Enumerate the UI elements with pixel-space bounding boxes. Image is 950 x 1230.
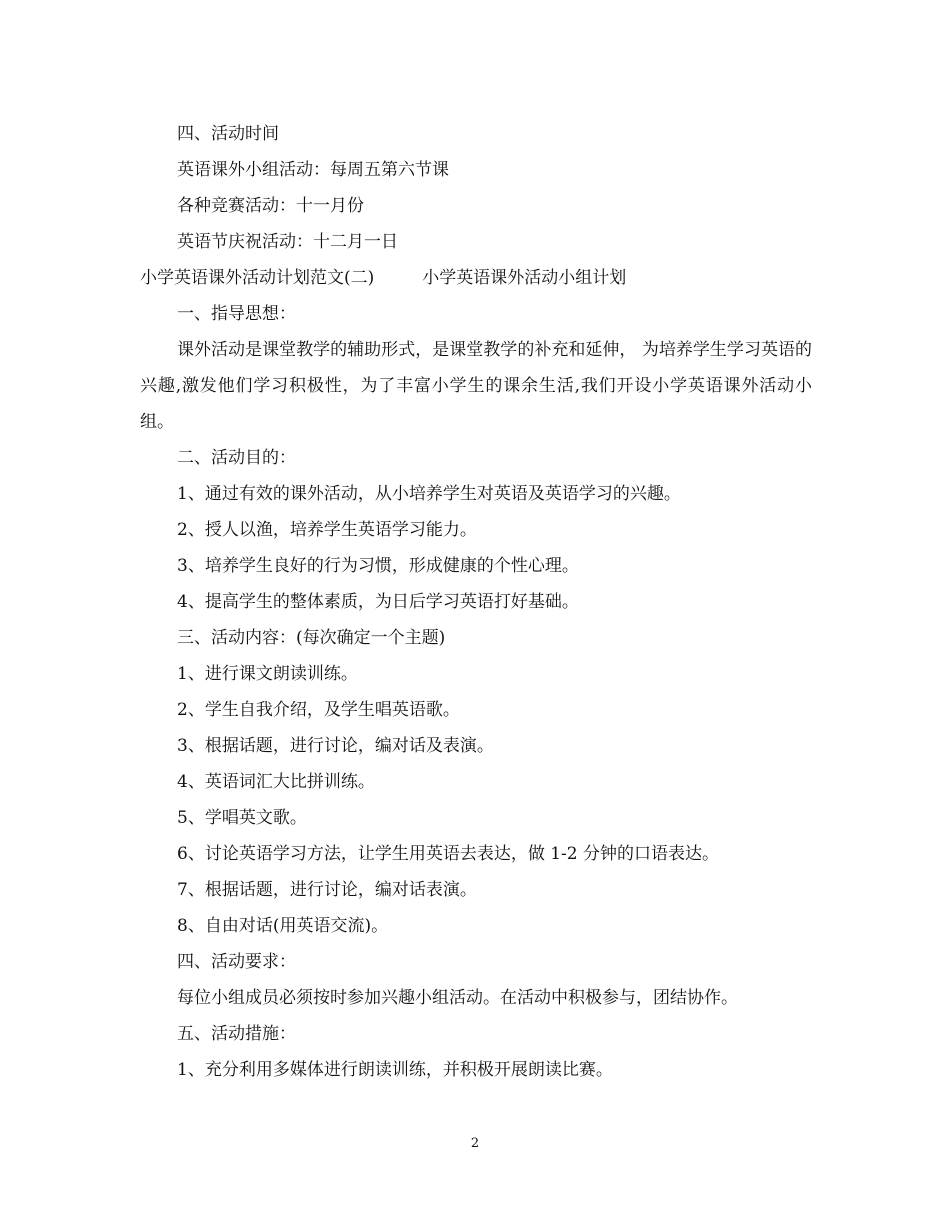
- document-title: [140, 260, 812, 296]
- list-item: 5、学唱英文歌。: [177, 808, 307, 828]
- section-heading: 五、活动措施：: [177, 1024, 296, 1044]
- list-item: 4、提高学生的整体素质，为日后学习英语打好基础。: [177, 592, 579, 612]
- section-heading: 二、活动目的：: [177, 448, 296, 468]
- list-item: 4、英语词汇大比拼训练。: [177, 772, 375, 792]
- schedule-line: 英语节庆祝活动：十二月一日: [177, 232, 398, 252]
- list-item: 2、学生自我介绍，及学生唱英语歌。: [177, 700, 460, 720]
- list-item: 8、自由对话(用英语交流)。: [177, 916, 389, 936]
- page-number: 2: [470, 1136, 480, 1151]
- section-heading: 三、活动内容：(每次确定一个主题): [177, 628, 446, 648]
- list-item: 7、根据话题，进行讨论，编对话表演。: [177, 880, 477, 900]
- title-sub: 小学英语课外活动小组计划: [422, 268, 627, 288]
- section-heading: 四、活动要求：: [177, 952, 296, 972]
- document-body: [140, 116, 812, 1088]
- body-line: 每位小组成员必须按时参加兴趣小组活动。在活动中积极参与，团结协作。: [177, 988, 738, 1008]
- schedule-line: 各种竞赛活动：十一月份: [177, 196, 364, 216]
- list-item: 1、充分利用多媒体进行朗读训练，并积极开展朗读比赛。: [177, 1060, 613, 1080]
- list-item: 3、根据话题，进行讨论，编对话及表演。: [177, 736, 494, 756]
- section-heading: 一、指导思想：: [177, 304, 296, 324]
- title-main: 小学英语课外活动计划范文(二): [140, 268, 375, 288]
- list-item: 1、进行课文朗读训练。: [177, 664, 358, 684]
- body-paragraph: 课外活动是课堂教学的辅助形式，是课堂教学的补充和延伸， 为培养学生学习英语的兴趣,激发他们学习积极性，为了丰富小学生的课余生活,我们开设小学英语课外活动小组。: [140, 340, 812, 432]
- list-item: 2、授人以渔，培养学生英语学习能力。: [177, 520, 477, 540]
- section-heading-activity-time: 四、活动时间: [177, 124, 279, 144]
- schedule-line: 英语课外小组活动：每周五第六节课: [177, 160, 449, 180]
- list-item: 6、讨论英语学习方法，让学生用英语去表达，做 1-2 分钟的口语表达。: [177, 844, 719, 864]
- list-item: 3、培养学生良好的行为习惯，形成健康的个性心理。: [177, 556, 579, 576]
- list-item: 1、通过有效的课外活动，从小培养学生对英语及英语学习的兴趣。: [177, 484, 681, 504]
